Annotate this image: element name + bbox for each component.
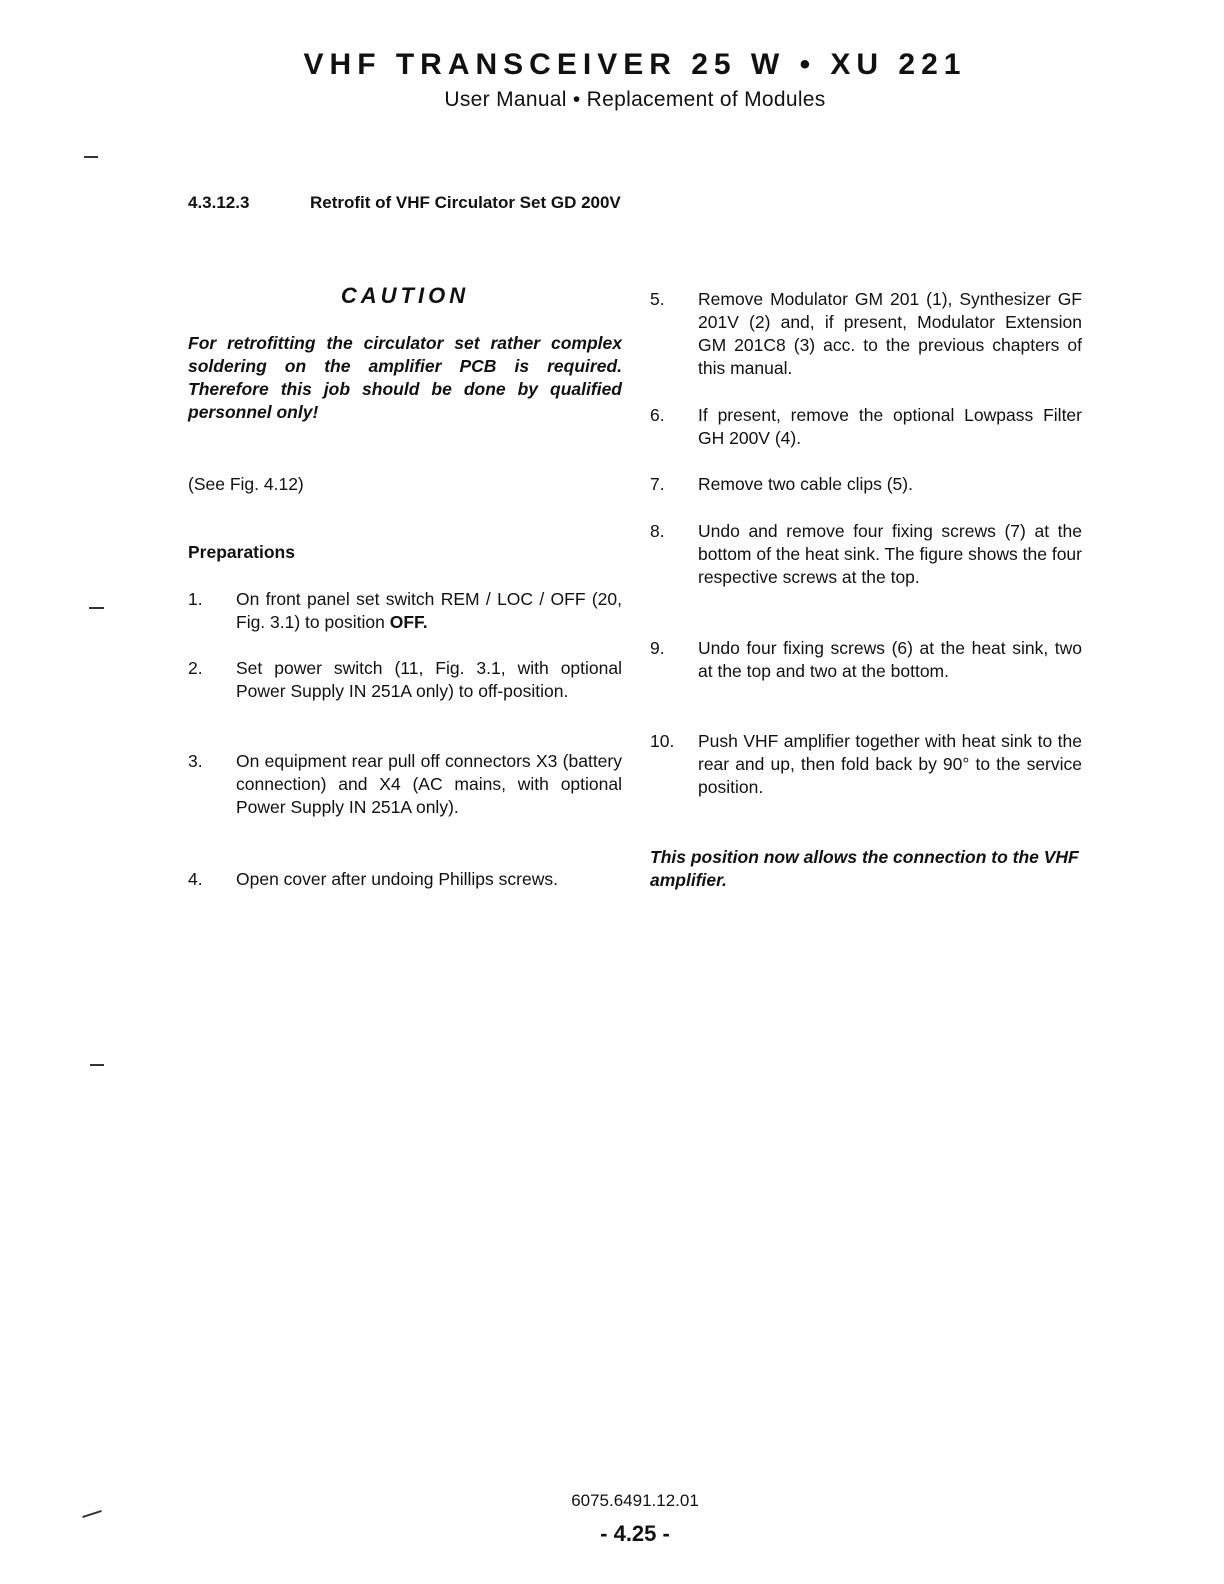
step-number: 8. — [650, 521, 665, 541]
step-text-emphasis: OFF. — [389, 612, 428, 632]
section-title: Retrofit of VHF Circulator Set GD 200V — [310, 193, 621, 212]
section-number: 4.3.12.3 — [188, 193, 250, 212]
step-text: If present, remove the optional Lowpass Filter GH 200V (4). — [698, 405, 1082, 448]
scan-mark — [90, 1064, 104, 1066]
step-item — [650, 730, 1082, 799]
step-item — [188, 657, 622, 703]
page-title: VHF TRANSCEIVER 25 W • XU 221 — [303, 48, 967, 81]
preparations-heading: Preparations — [188, 542, 295, 562]
step-item — [188, 588, 622, 634]
step-number: 9. — [650, 638, 665, 658]
step-number: 2. — [188, 658, 203, 678]
step-text: Remove two cable clips (5). — [698, 474, 913, 494]
step-item — [650, 520, 1082, 589]
step-number: 1. — [188, 589, 203, 609]
section-heading — [188, 193, 621, 213]
closing-note: This position now allows the connection to the VHF amplifier. — [650, 847, 1079, 890]
step-number: 7. — [650, 474, 665, 494]
scan-mark — [82, 1510, 102, 1518]
step-item — [188, 750, 622, 819]
step-number: 4. — [188, 869, 203, 889]
page-subtitle: User Manual • Replacement of Modules — [444, 88, 826, 111]
step-text: On equipment rear pull off connectors X3 (battery connection) and X4 (AC mains, with optional Power Supply IN 251A only). — [236, 751, 622, 817]
caution-text: For retrofitting the circulator set rather complex soldering on the amplifier PCB is required. Therefore this job should be done by qualified personnel only! — [188, 333, 622, 422]
page-number: - 4.25 - — [600, 1521, 670, 1546]
step-number: 3. — [188, 751, 203, 771]
step-number: 10. — [650, 731, 675, 751]
step-number: 5. — [650, 289, 665, 309]
step-text: Push VHF amplifier together with heat sink to the rear and up, then fold back by 90° to the service position. — [698, 731, 1082, 797]
step-item — [650, 288, 1082, 380]
step-number: 6. — [650, 405, 665, 425]
step-item — [188, 868, 622, 891]
step-text: On front panel set switch REM / LOC / OFF (20, Fig. 3.1) to position — [236, 589, 622, 632]
step-item — [650, 637, 1082, 683]
step-item — [650, 404, 1082, 450]
step-text: Undo and remove four fixing screws (7) at the bottom of the heat sink. The figure shows the four respective screws at the top. — [698, 521, 1082, 587]
step-item — [650, 473, 1082, 496]
step-text: Remove Modulator GM 201 (1), Synthesizer GF 201V (2) and, if present, Modulator Extension GM 201C8 (3) acc. to the previous chapters of this manual. — [698, 289, 1082, 378]
step-text: Open cover after undoing Phillips screws. — [236, 869, 558, 889]
step-text: Undo four fixing screws (6) at the heat sink, two at the top and two at the bottom. — [698, 638, 1082, 681]
step-text: Set power switch (11, Fig. 3.1, with optional Power Supply IN 251A only) to off-position. — [236, 658, 622, 701]
caution-title: CAUTION — [340, 283, 470, 308]
see-figure-reference: (See Fig. 4.12) — [188, 474, 304, 494]
document-number: 6075.6491.12.01 — [571, 1491, 699, 1510]
scan-mark — [89, 607, 104, 609]
scan-mark — [84, 156, 98, 158]
